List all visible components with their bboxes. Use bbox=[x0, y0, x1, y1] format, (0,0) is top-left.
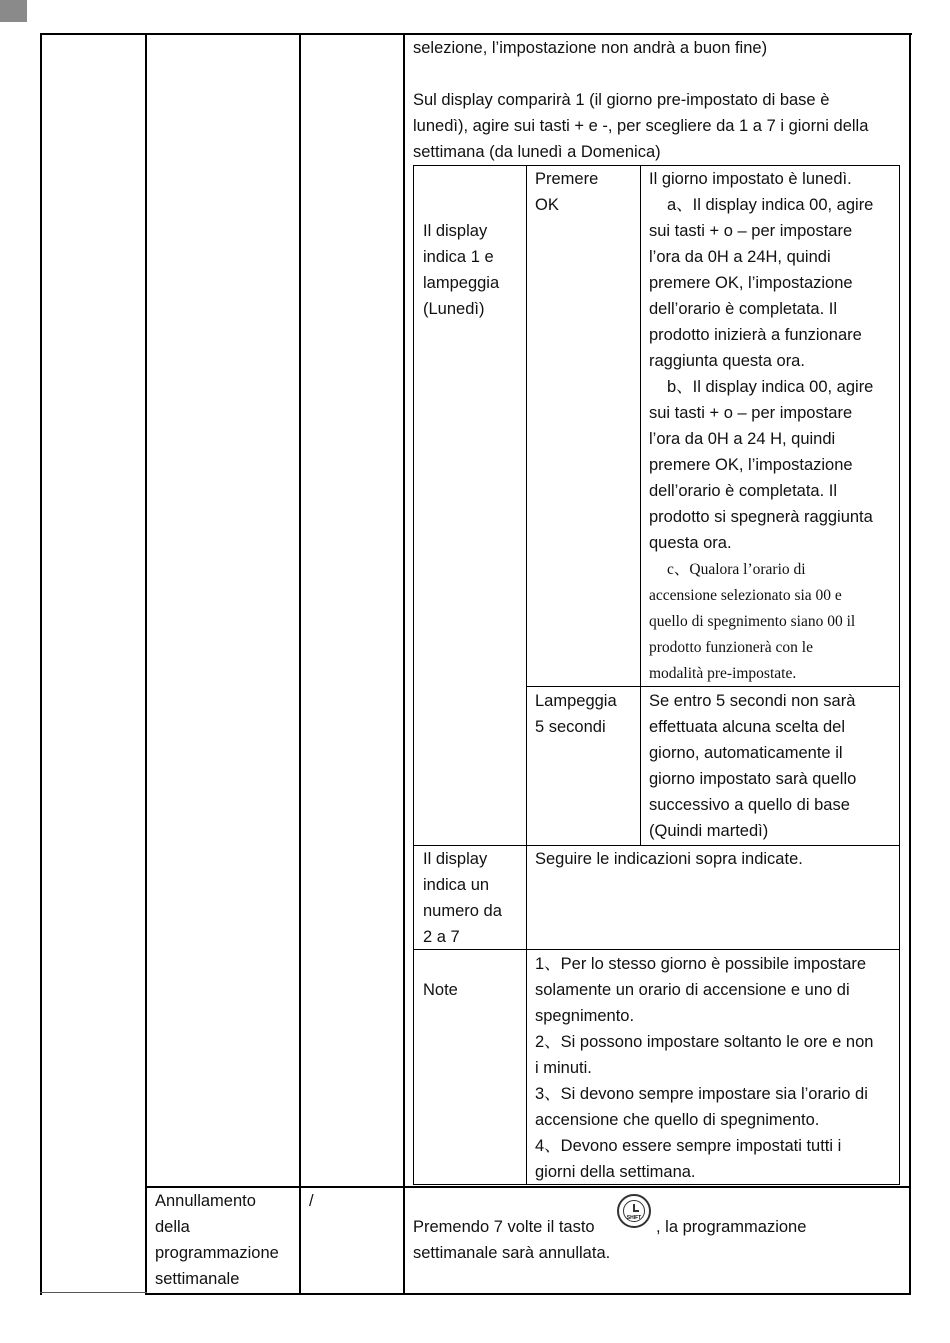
note-item-4: 4、Devono essere sempre impostati tutti i giorni della settimana. bbox=[535, 1137, 842, 1181]
note-item-2: 2、Si possono impostare soltanto le ore e non i minuti. bbox=[535, 1033, 874, 1077]
giorno-impostato-heading: Il giorno impostato è lunedì. bbox=[649, 170, 852, 188]
note-label: Note bbox=[423, 981, 458, 999]
programmazione-text: , la programmazione bbox=[656, 1218, 807, 1236]
intro-continuation: selezione, l’impostazione non andrà a buon fine) bbox=[413, 39, 768, 57]
intro-paragraph: Sul display comparirà 1 (il giorno pre-impostato di base è lunedì), agire sui tasti + e -, per scegliere da 1 a 7 i giorni della settimana (da lunedì a Domenica) bbox=[413, 91, 869, 161]
annullata-text: settimanale sarà annullata. bbox=[413, 1244, 611, 1262]
display-numero-cell: Il display indica un numero da 2 a 7 bbox=[423, 850, 502, 946]
slash-cell: / bbox=[309, 1192, 314, 1210]
shift-clock-icon bbox=[617, 1194, 651, 1228]
annullamento-label: Annullamento della programmazione settimanale bbox=[155, 1192, 279, 1288]
note-item-3: 3、Si devono sempre impostare sia l’orario di accensione che quello di spegnimento. bbox=[535, 1085, 868, 1129]
display-indica-1-cell: Il display indica 1 e lampeggia (Lunedì) bbox=[423, 222, 500, 318]
page-corner-mark bbox=[0, 0, 27, 22]
step-b-text: b、Il display indica 00, agire sui tasti + o – per impostare l’ora da 0H a 24 H, quindi premere OK, l’impostazione dell’orario è completata. Il prodotto si spegnerà raggiunta questa ora. bbox=[649, 378, 874, 552]
step-a-text: a、Il display indica 00, agire sui tasti + o – per impostare l’ora da 0H a 24H, quindi premere OK, l’impostazione dell’orario è completata. Il prodotto inizierà a funzionare raggiunta questa ora. bbox=[649, 196, 874, 370]
step-c-text: c、Qualora l’orario di accensione selezionato sia 00 e quello di spegnimento siano 00 il prodotto funzionerà con le modalità pre-impostate. bbox=[649, 561, 856, 682]
seguire-indicazioni-text: Seguire le indicazioni sopra indicate. bbox=[535, 850, 803, 868]
entro-5-secondi-text: Se entro 5 secondi non sarà effettuata alcuna scelta del giorno, automaticamente il giorno impostato sarà quello successivo a quello di base (Quindi martedì) bbox=[649, 692, 857, 840]
note-item-1: 1、Per lo stesso giorno è possibile impostare solamente un orario di accensione e uno di spegnimento. bbox=[535, 955, 867, 1025]
lampeggia-cell: Lampeggia 5 secondi bbox=[535, 692, 617, 736]
premere-ok-cell: Premere OK bbox=[535, 170, 599, 214]
premendo-text: Premendo 7 volte il tasto bbox=[413, 1218, 595, 1236]
shift-icon-label: SHIFT bbox=[626, 1215, 642, 1221]
